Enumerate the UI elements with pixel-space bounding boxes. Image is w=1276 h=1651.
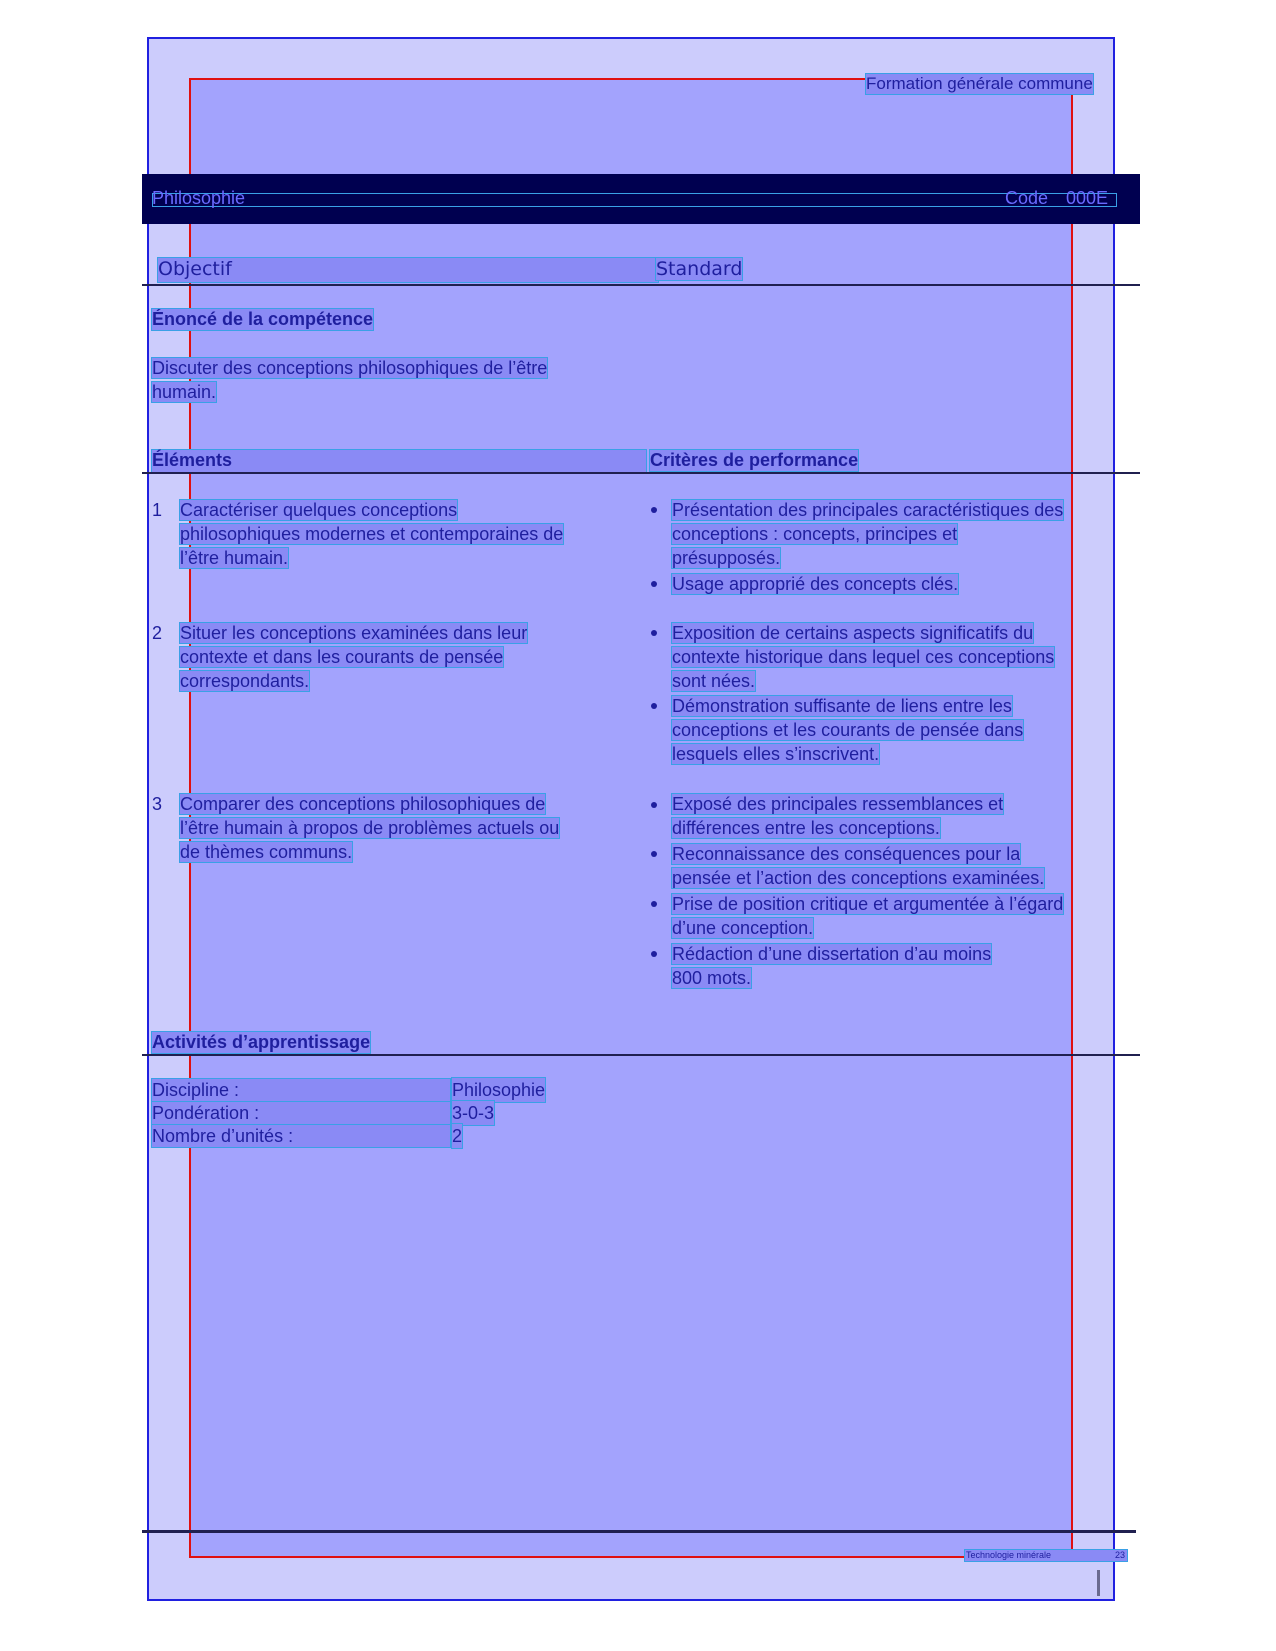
criterion-line: sont nées. [672,671,756,691]
code-value: 000E [1066,188,1109,208]
activity-label: Pondération : [152,1103,260,1123]
element-2 [180,621,527,693]
competence-line-2: humain. [152,382,217,402]
element-1-line: l’être humain. [180,548,289,568]
page-number: 23 [1115,1550,1126,1560]
bullet-icon [651,703,657,709]
rule-elements [142,472,1140,474]
criterion-3-2 [672,842,1044,890]
criterion-line: Prise de position critique et argumentée à l’égard [672,894,1064,914]
element-2-line: correspondants. [180,671,310,691]
competence-statement [152,356,547,404]
bullet-icon [651,630,657,636]
code-label: Code [1005,188,1049,208]
criterion-line: présupposés. [672,548,781,568]
criterion-line: conceptions et les courants de pensée dans [672,720,1024,740]
activity-label: Nombre d’unités : [152,1126,294,1146]
element-number: 3 [152,794,163,814]
criterion-1-1 [672,498,1063,570]
criterion-line: Présentation des principales caractéristiques des [672,500,1064,520]
activity-value: 3-0-3 [452,1103,495,1123]
criterion-line: Usage approprié des concepts clés. [672,574,959,594]
rule-activities [142,1054,1140,1056]
criteria-heading: Critères de performance [650,450,859,470]
objectif-highlight [158,258,658,282]
bullet-icon [651,581,657,587]
element-1-line: Caractériser quelques conceptions [180,500,458,520]
element-number: 1 [152,500,163,520]
criterion-line: d’une conception. [672,918,814,938]
element-number: 2 [152,623,163,643]
criterion-line: conceptions : concepts, principes et [672,524,958,544]
criterion-3-1 [672,792,1003,840]
standard-heading: Standard [656,258,743,280]
criterion-line: différences entre les conceptions. [672,818,940,838]
criterion-1-2 [672,572,958,596]
bullet-icon [651,802,657,808]
criterion-line: pensée et l’action des conceptions examinées. [672,868,1045,888]
criterion-2-1 [672,621,1054,693]
criterion-line: Exposé des principales ressemblances et [672,794,1004,814]
activity-value: 2 [452,1126,463,1146]
bullet-icon [651,951,657,957]
discipline-band-outline [152,193,1117,207]
element-2-line: Situer les conceptions examinées dans leur [180,623,528,643]
activity-label: Discipline : [152,1080,240,1100]
discipline-title: Philosophie [152,188,246,208]
criterion-line: 800 mots. [672,968,752,988]
criterion-line: Rédaction d’une dissertation d’au moins [672,944,992,964]
element-1-line: philosophiques modernes et contemporaines de [180,524,564,544]
footer-rule [142,1530,1136,1533]
footer-left: Technologie minérale [966,1550,1052,1560]
activity-value: Philosophie [452,1080,546,1100]
criterion-line: contexte historique dans lequel ces conceptions [672,647,1055,667]
activities-heading: Activités d’apprentissage [152,1032,371,1052]
footer-marker [1097,1570,1100,1596]
criterion-3-3 [672,892,1063,940]
criterion-3-4 [672,942,991,990]
document-header: Formation générale commune [866,74,1093,93]
elements-heading: Éléments [152,450,233,470]
element-2-line: contexte et dans les courants de pensée [180,647,504,667]
criterion-line: Exposition de certains aspects significatifs du [672,623,1034,643]
criterion-line: lesquels elles s’inscrivent. [672,744,880,764]
element-1 [180,498,563,570]
bullet-icon [651,851,657,857]
element-3-line: l’être humain à propos de problèmes actuels ou [180,818,560,838]
element-3 [180,792,559,864]
criterion-line: Reconnaissance des conséquences pour la [672,844,1021,864]
objectif-heading: Objectif [158,258,232,280]
competence-heading: Énoncé de la compétence [152,309,374,329]
rule-objectif [142,284,1140,286]
bullet-icon [651,507,657,513]
criterion-2-2 [672,694,1023,766]
element-3-line: Comparer des conceptions philosophiques de [180,794,546,814]
element-3-line: de thèmes communs. [180,842,353,862]
criterion-line: Démonstration suffisante de liens entre les [672,696,1012,716]
bullet-icon [651,901,657,907]
competence-line-1: Discuter des conceptions philosophiques de l’être [152,358,548,378]
